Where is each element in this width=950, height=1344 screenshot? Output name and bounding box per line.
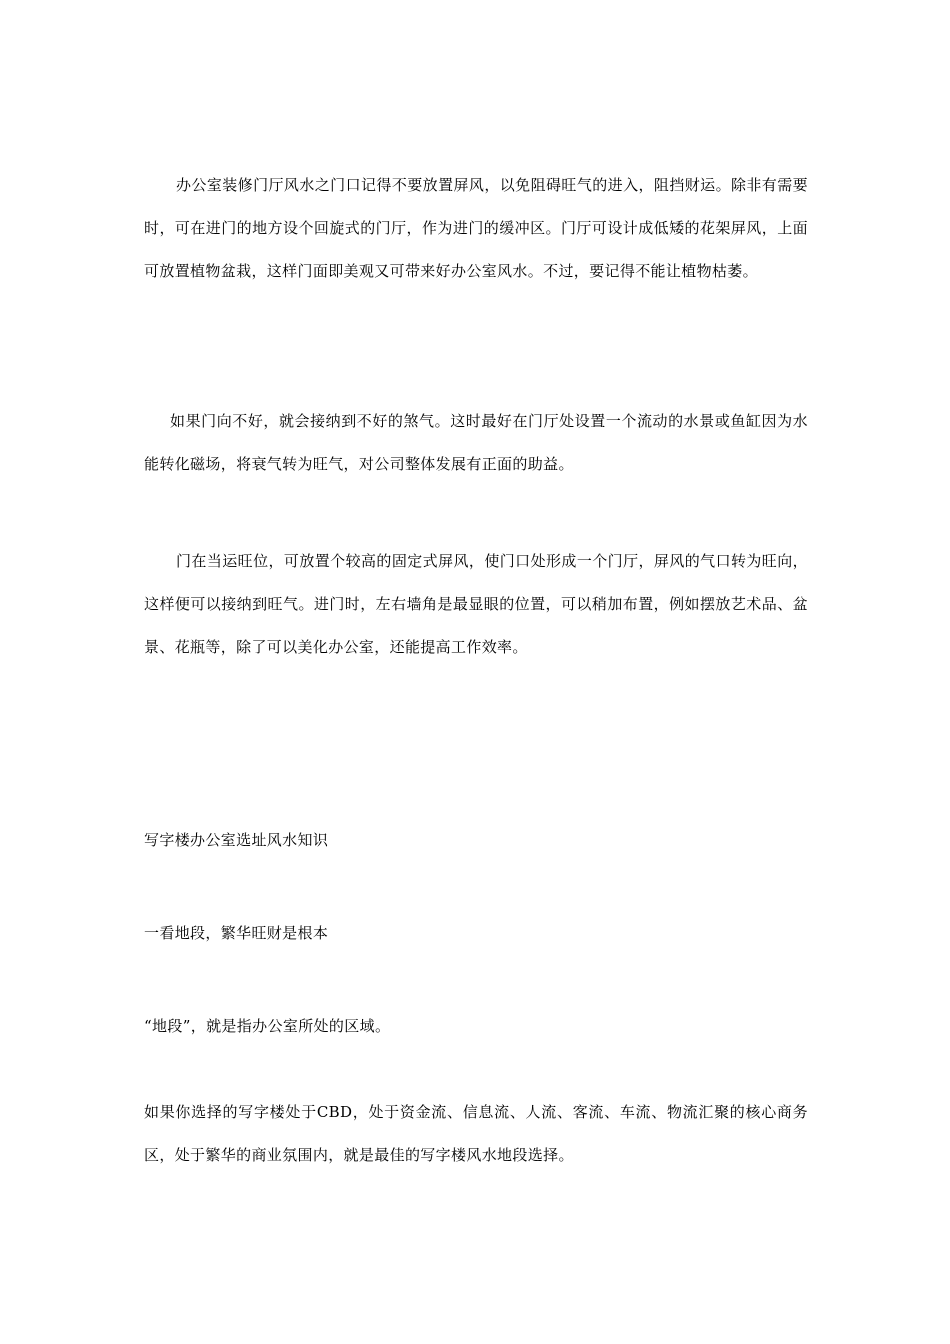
subsection-title: 一看地段，繁华旺财是根本 — [144, 924, 329, 942]
paragraph-cbd: 如果你选择的写字楼处于CBD，处于资金流、信息流、人流、客流、车流、物流汇聚的核心商务区，处于繁华的商业氛围内，就是最佳的写字楼风水地段选择。 — [144, 1103, 808, 1164]
definition-paragraph: “地段”，就是指办公室所处的区域。 — [144, 1017, 391, 1035]
paragraph-door-direction: 如果门向不好，就会接纳到不好的煞气。这时最好在门厅处设置一个流动的水景或鱼缸因为水能转化磁场，将衰气转为旺气，对公司整体发展有正面的助益。 — [144, 412, 808, 473]
paragraph-fixed-screen: 门在当运旺位，可放置个较高的固定式屏风，使门口处形成一个门厅，屏风的气口转为旺向，这样便可以接纳到旺气。进门时，左右墙角是最显眼的位置，可以稍加布置，例如摆放艺术品、盆景、花瓶等，除了可以美化办公室，还能提高工作效率。 — [144, 552, 808, 656]
paragraph-entrance-screen: 办公室装修门厅风水之门口记得不要放置屏风，以免阻碍旺气的进入，阻挡财运。除非有需要时，可在进门的地方设个回旋式的门厅，作为进门的缓冲区。门厅可设计成低矮的花架屏风，上面可放置植物盆栽，这样门面即美观又可带来好办公室风水。不过，要记得不能让植物枯萎。 — [144, 176, 808, 280]
section-title: 写字楼办公室选址风水知识 — [144, 831, 329, 849]
